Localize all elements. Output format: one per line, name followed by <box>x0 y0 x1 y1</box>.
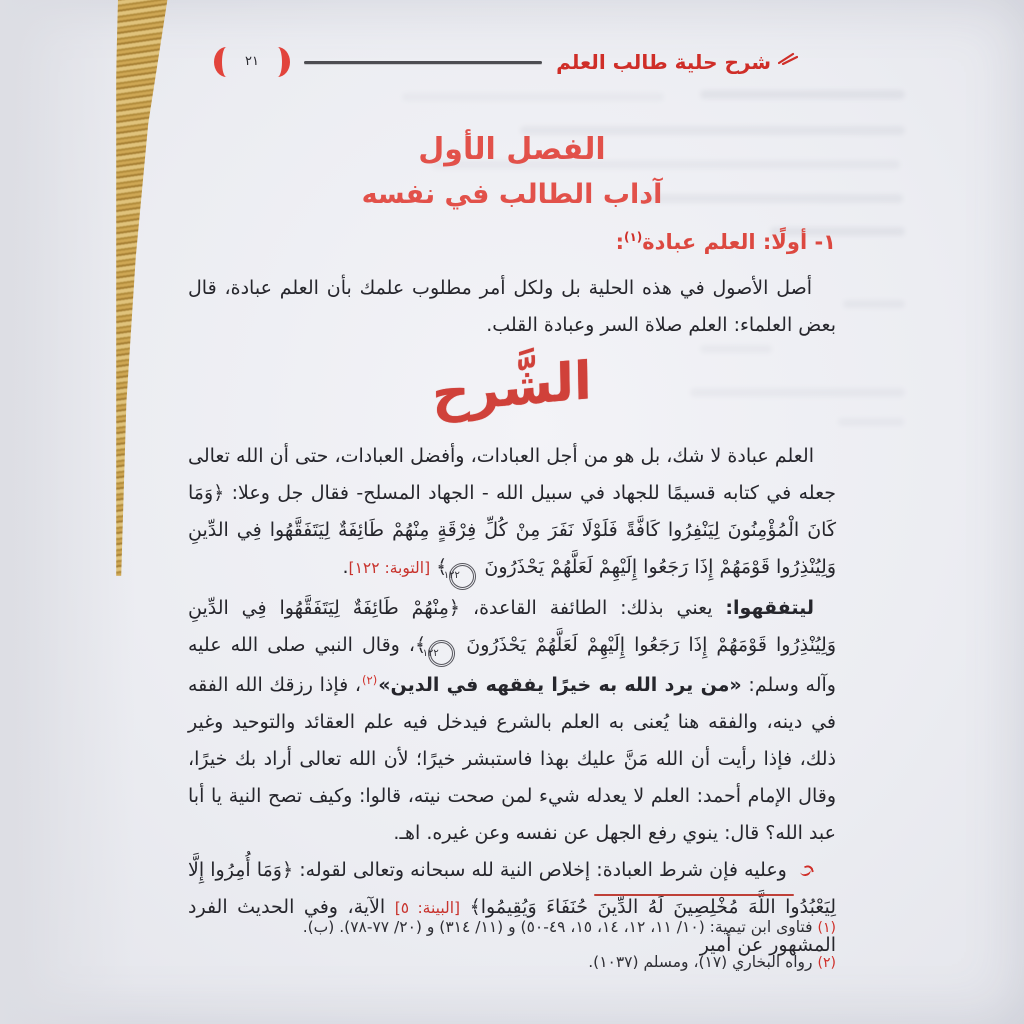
verse-citation: [البينة: ٥] <box>394 899 461 917</box>
footnote-separator <box>594 894 794 897</box>
footnote-ref-1: (١) <box>623 230 643 244</box>
footnote-ref: (٢) <box>362 672 378 687</box>
paragraph <box>188 438 836 590</box>
book-title: شرح حلية طالب العلم <box>556 50 771 74</box>
body-text-run: العلم عبادة لا شك، بل هو من أجل العبادات، وأفضل العبادات، حتى أن الله تعالى جعله في كتابه قسيمًا للجهاد في سبيل الله - الجهاد المسلح- فقال جل وعلا: <box>188 445 836 504</box>
header-rule <box>304 61 542 64</box>
page-content <box>188 0 836 964</box>
footnote <box>188 945 836 980</box>
body-text-run: وعليه فإن شرط العبادة: إخلاص النية لله سبحانه وتعالى لقوله: <box>293 859 793 881</box>
body-text-run: الآية، وفي الحديث الفرد المشهور عن أمير <box>188 896 836 956</box>
bold-text-run: ليتفقهوا: <box>725 596 814 619</box>
body-text-run: يعني بذلك: الطائفة القاعدة، <box>460 596 726 619</box>
section-heading-text: ١- أولًا: العلم عبادة <box>642 230 836 254</box>
paragraph <box>188 590 836 853</box>
footnote-number: (١) <box>817 920 836 936</box>
body-text-run: . <box>342 556 349 578</box>
page-number: ٢١ <box>245 53 259 69</box>
crescent-left-icon <box>214 47 239 77</box>
body-text-run: ، فإذا رزقك الله الفقه في دينه، والفقه هنا يُعنى به العلم بالشرع فيدخل فيه علم العقائد والتوحيد وغير ذلك، فإذا رأيت أن الله مَنَّ عليك بهذا فاستبشر خيرًا؛ لأن الله تعالى أراد بك خيرًا، وقال الإمام أحمد: العلم لا يعدله شيء لمن صحت نيته، قالوا: وكيف تصح النية يا أبا عبد الله؟ قال: ينوي رفع الجهل عن نفسه وعن غيره. اهـ. <box>188 674 836 844</box>
section-heading <box>188 230 836 254</box>
footnote-text: فتاوى ابن تيمية: (١٠/ ١١، ١٢، ١٤، ١٥، ٤٩-٥٠) و (١١/ ٣١٤) و (٢٠/ ٧٧-٧٨). (ب). <box>302 918 813 936</box>
footnote-text: رواه البخاري (١٧)، ومسلم (١٠٣٧). <box>588 953 813 971</box>
section-heading-colon: : <box>615 230 624 254</box>
matn-paragraph: أصل الأصول في هذه الحلية بل ولكل أمر مطلوب علمك بأن العلم عبادة، قال بعض العلماء: العلم صلاة السر وعبادة القلب. <box>188 277 836 336</box>
gilt-page-edge <box>116 0 168 576</box>
quran-verse: ﴾ <box>415 633 427 656</box>
chapter-title: الفصل الأول <box>418 132 606 167</box>
quran-verse: ﴾ <box>430 556 448 578</box>
paragraph-ornament-icon <box>798 865 814 878</box>
footnote <box>188 910 836 945</box>
quran-verse: ﴿وَمَا كَانَ الْمُؤْمِنُونَ لِيَنْفِرُوا كَافَّةً فَلَوْلَا نَفَرَ مِنْ كُلِّ فِرْقَةٍ مِنْهُمْ طَائِفَةٌ لِيَتَفَقَّهُوا فِي الدِّينِ وَلِيُنْذِرُوا قَوْمَهُمْ إِذَا رَجَعُوا إِلَيْهِمْ لَعَلَّهُمْ يَحْذَرُونَ <box>188 482 836 578</box>
sharh-body <box>188 438 836 964</box>
pen-nib-icon <box>778 50 798 69</box>
body-text-run: ، وقال النبي صلى الله عليه وآله وسلم: <box>188 633 836 696</box>
page-number-ornament <box>214 47 290 77</box>
quran-verse: ﴿وَمَا أُمِرُوا إِلَّا لِيَعْبُدُوا اللَّهَ مُخْلِصِينَ لَهُ الدِّينَ حُنَفَاءَ وَيُقِيمُوا﴾ <box>188 859 836 918</box>
verse-number-medallion: ١٢٢ <box>428 640 455 667</box>
page-header <box>188 44 836 80</box>
footnotes-list <box>188 910 836 980</box>
sharh-calligraphy: الشَّرح <box>431 350 593 426</box>
bold-text-run: «من يرد الله به خيرًا يفقهه في الدين» <box>378 674 742 696</box>
bleedthrough-line <box>838 418 904 426</box>
quran-verse: ﴿مِنْهُمْ طَائِفَةٌ لِيَتَفَقَّهُوا فِي الدِّينِ وَلِيُنْذِرُوا قَوْمَهُمْ إِذَا رَجَعُوا إِلَيْهِمْ لَعَلَّهُمْ يَحْذَرُونَ <box>188 596 837 656</box>
crescent-right-icon <box>265 47 290 77</box>
chapter-subtitle: آداب الطالب في نفسه <box>361 179 663 210</box>
verse-number-medallion: ١٢٢ <box>449 563 476 590</box>
footnotes-area <box>188 894 836 981</box>
verse-citation: [التوبة: ١٢٢] <box>348 559 431 577</box>
bleedthrough-line <box>843 300 905 308</box>
footnote-number: (٢) <box>817 955 836 971</box>
